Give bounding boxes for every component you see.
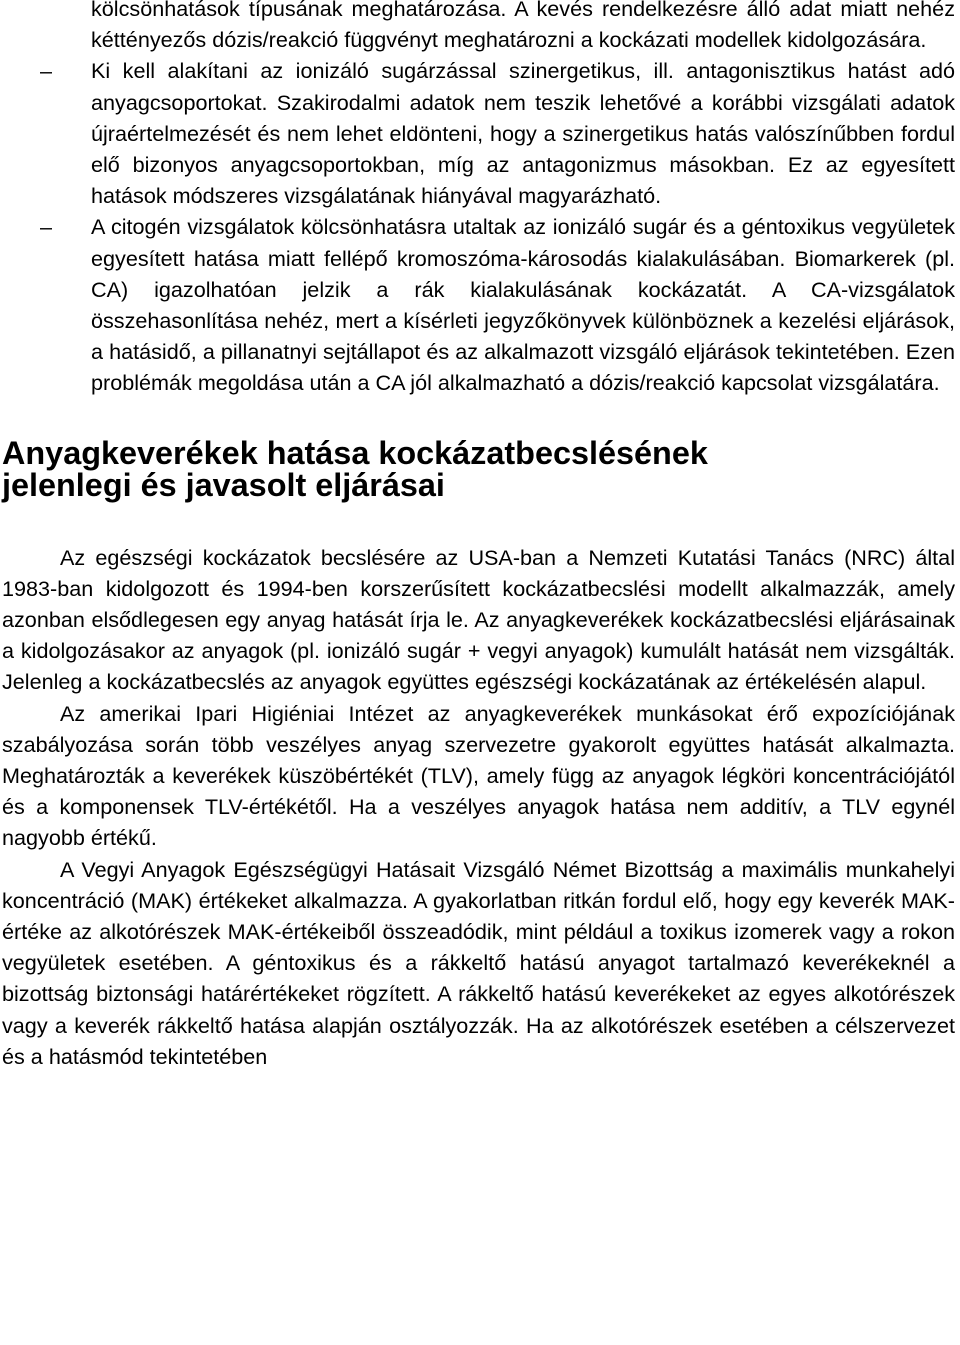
body-paragraph: Az amerikai Ipari Higiéniai Intézet az anyagkeverékek munkásokat érő expozíciójának szabályozása során több veszélyes anyag szervezetre gyakorolt együttes hatását alkalmazta. Meghatározták a keverékek küszöbértékét (TLV), amely függ az anyagok légköri koncentrációjától és a komponensek TLV-értékétől. Ha a veszélyes anyagok hatása nem additív, a TLV egynél nagyobb értékű. [2, 700, 955, 851]
dash-bullet: – [40, 214, 53, 240]
list-item [0, 0, 960, 55]
list-item [0, 211, 960, 398]
section-title: Anyagkeverékek hatása kockázatbecslésének jelenlegi és javasolt eljárásai [2, 434, 708, 503]
dash-bullet: – [40, 58, 53, 84]
body-paragraph: Az egészségi kockázatok becslésére az USA-ban a Nemzeti Kutatási Tanács (NRC) által 1983-ban kidolgozott és 1994-ben korszerűsített kockázatbecslési modellt alkalmazzák, amely azonban elsődlegesen egy anyag hatását írja le. Az anyagkeverékek kockázatbecslési eljárásainak a kidolgozásakor az anyagok (pl. ionizáló sugár + vegyi anyagok) kumulált hatását nem vizsgálták. Jelenleg a kockázatbecslés az anyagok együttes egészségi kockázatának az értékelésén alapul. [2, 544, 955, 695]
list-item-text: Ki kell alakítani az ionizáló sugárzással szinergetikus, ill. antagonisztikus hatást adó anyagcsoportokat. Szakirodalmi adatok nem teszik lehetővé a korábbi vizsgálati adatok újraértelmezését és nem lehet eldönteni, hogy a szinergetikus hatás valószínűbben fordul elő bizonyos anyagcsoportokban, míg az antagonizmus másokban. Ez az egyesített hatások módszeres vizsgálatának hiányával magyarázható. [91, 58, 955, 209]
list-item-text: kölcsönhatások típusának meghatározása. A kevés rendelkezésre álló adat miatt nehéz kéttényezős dózis/reakció függvényt meghatározni a kockázati modellek kidolgozására. [91, 0, 955, 53]
list-item [0, 55, 960, 211]
list-item-text: A citogén vizsgálatok kölcsönhatásra utaltak az ionizáló sugár és a géntoxikus vegyületek egyesített hatása miatt fellépő kromoszóma-károsodás kialakulásában. Biomarkerek (pl. CA) igazolhatóan jelzik a rák kialakulásának kockázatát. A CA-vizsgálatok összehasonlítása nehéz, mert a kísérleti jegyzőkönyvek különböznek a kezelési eljárások, a hatásidő, a pillanatnyi sejtállapot és az alkalmazott vizsgáló eljárások tekintetében. Ezen problémák megoldása után a CA jól alkalmazható a dózis/reakció kapcsolat vizsgálatára. [91, 214, 955, 396]
bullet-list [0, 0, 960, 399]
body-paragraph: A Vegyi Anyagok Egészségügyi Hatásait Vizsgáló Német Bizottság a maximális munkahelyi koncentráció (MAK) értékeket alkalmazza. A gyakorlatban ritkán fordul elő, hogy egy keverék MAK-értéke az alkotórészek MAK-értékeiből összeadódik, mint például a toxikus izomerek vagy a rokon vegyületek esetében. A géntoxikus és a rákkeltő hatású anyagot tartalmazó keverékeknél a bizottság biztonsági határértékeket rögzített. A rákkeltő hatású keverékeket az egyes alkotórészek vagy a keverék rákkeltő hatása alapján osztályozzák. Ha az alkotórészek esetében a célszervezet és a hatásmód tekintetében [2, 856, 955, 1069]
